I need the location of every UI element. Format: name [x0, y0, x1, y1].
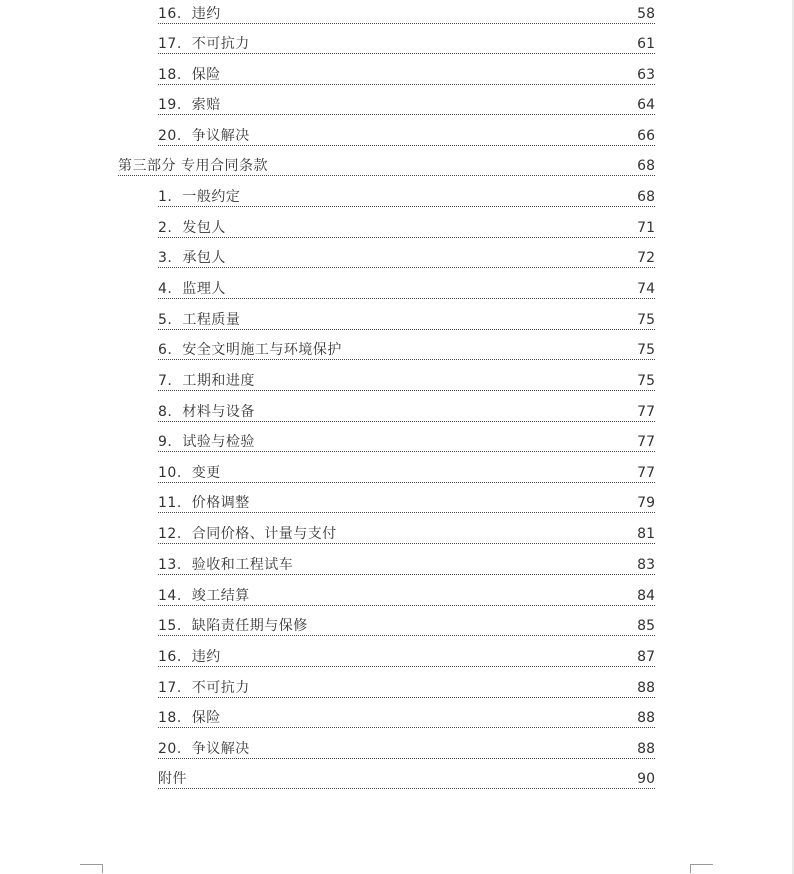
toc-entry[interactable] [158, 582, 655, 606]
toc-entry-page: 77 [637, 404, 655, 420]
toc-entry-page: 58 [637, 6, 655, 22]
toc-entry-title: 保险 [191, 67, 221, 83]
toc-entry-number: 13. [158, 557, 182, 573]
toc-entry-title: 合同价格、计量与支付 [191, 526, 337, 542]
toc-section-entry[interactable] [118, 152, 655, 176]
toc-entry-number: 4. [158, 281, 173, 297]
toc-entry[interactable] [158, 0, 655, 24]
toc-entry-title: 违约 [191, 649, 221, 665]
toc-entry-page: 77 [637, 465, 655, 481]
toc-entry[interactable] [158, 30, 655, 54]
toc-entry-title: 安全文明施工与环境保护 [182, 342, 342, 358]
toc-entry-title: 材料与设备 [182, 404, 255, 420]
toc-entry-title: 不可抗力 [191, 680, 250, 696]
toc-entry[interactable] [158, 61, 655, 85]
toc-entry-page: 66 [637, 128, 655, 144]
toc-entry-number: 12. [158, 526, 182, 542]
toc-entry-page: 75 [637, 312, 655, 328]
toc-entry-page: 88 [637, 710, 655, 726]
toc-entry-number: 6. [158, 342, 173, 358]
toc-entry-title: 监理人 [182, 281, 226, 297]
toc-entry-page: 68 [637, 189, 655, 205]
toc-entry[interactable] [158, 367, 655, 391]
toc-entry-title: 索赔 [191, 97, 221, 113]
toc-entry-title: 试验与检验 [182, 434, 255, 450]
toc-entry[interactable] [158, 674, 655, 698]
toc-entry-page: 61 [637, 36, 655, 52]
toc-entry[interactable] [158, 398, 655, 422]
toc-entry-number: 18. [158, 67, 182, 83]
toc-entry[interactable] [158, 244, 655, 268]
page-corner-mark-left [80, 864, 103, 873]
toc-entry-number: 7. [158, 373, 173, 389]
toc-entry-page: 77 [637, 434, 655, 450]
toc-entry-number: 3. [158, 250, 173, 266]
toc-entry-number: 10. [158, 465, 182, 481]
toc-entry-title: 工程质量 [182, 312, 241, 328]
toc-entry-page: 74 [637, 281, 655, 297]
toc-entry-page: 79 [637, 495, 655, 511]
toc-entry-number: 8. [158, 404, 173, 420]
toc-entry-page: 72 [637, 250, 655, 266]
toc-entry[interactable] [158, 643, 655, 667]
toc-entry[interactable] [158, 735, 655, 759]
toc-entry[interactable] [158, 765, 655, 789]
toc-entry-page: 87 [637, 649, 655, 665]
toc-entry-number: 17. [158, 680, 182, 696]
toc-entry-page: 63 [637, 67, 655, 83]
toc-entry-page: 64 [637, 97, 655, 113]
toc-entry-page: 75 [637, 373, 655, 389]
toc-entry-number: 11. [158, 495, 182, 511]
toc-entry-number: 19. [158, 97, 182, 113]
toc-entry-page: 85 [637, 618, 655, 634]
toc-entry-number: 16. [158, 6, 182, 22]
page-corner-mark-right [690, 864, 713, 873]
toc-entry-title: 承包人 [182, 250, 226, 266]
toc-entry-title: 价格调整 [191, 495, 250, 511]
toc-entry-title: 附件 [158, 771, 187, 787]
toc-entry-number: 20. [158, 128, 182, 144]
toc-entry-title: 工期和进度 [182, 373, 255, 389]
toc-entry-page: 88 [637, 741, 655, 757]
toc-entry-title: 违约 [191, 6, 221, 22]
toc-entry-title: 第三部分 专用合同条款 [118, 158, 268, 174]
toc-entry[interactable] [158, 91, 655, 115]
toc-entry-title: 变更 [191, 465, 221, 481]
toc-entry[interactable] [158, 428, 655, 452]
toc-entry-title: 不可抗力 [191, 36, 250, 52]
toc-entry[interactable] [158, 459, 655, 483]
toc-entry[interactable] [158, 183, 655, 207]
toc-entry-page: 81 [637, 526, 655, 542]
toc-entry[interactable] [158, 122, 655, 146]
toc-entry-page: 88 [637, 680, 655, 696]
toc-entry-title: 保险 [191, 710, 221, 726]
toc-entry-page: 68 [637, 158, 655, 174]
toc-entry[interactable] [158, 612, 655, 636]
toc-entry-number: 16. [158, 649, 182, 665]
toc-entry-number: 14. [158, 588, 182, 604]
toc-entry-number: 18. [158, 710, 182, 726]
toc-entry-title: 一般约定 [182, 189, 241, 205]
toc-entry-page: 90 [637, 771, 655, 787]
toc-entry-title: 争议解决 [191, 128, 250, 144]
toc-entry-number: 17. [158, 36, 182, 52]
toc-entry[interactable] [158, 520, 655, 544]
toc-entry[interactable] [158, 275, 655, 299]
toc-entry-page: 71 [637, 220, 655, 236]
toc-entry-title: 发包人 [182, 220, 226, 236]
toc-entry-number: 9. [158, 434, 173, 450]
toc-entry[interactable] [158, 704, 655, 728]
toc-entry[interactable] [158, 489, 655, 513]
toc-entry[interactable] [158, 336, 655, 360]
toc-entry-number: 5. [158, 312, 173, 328]
toc-entry-title: 争议解决 [191, 741, 250, 757]
toc-entry-number: 2. [158, 220, 173, 236]
toc-entry-number: 15. [158, 618, 182, 634]
toc-entry-title: 验收和工程试车 [191, 557, 294, 573]
toc-entry-title: 缺陷责任期与保修 [191, 618, 308, 634]
toc-entry[interactable] [158, 551, 655, 575]
toc-entry-number: 20. [158, 741, 182, 757]
toc-entry-number: 1. [158, 189, 173, 205]
toc-entry-page: 75 [637, 342, 655, 358]
toc-entry-page: 83 [637, 557, 655, 573]
toc-entry[interactable] [158, 306, 655, 330]
toc-entry-page: 84 [637, 588, 655, 604]
toc-entry[interactable] [158, 214, 655, 238]
toc-entry-title: 竣工结算 [191, 588, 250, 604]
